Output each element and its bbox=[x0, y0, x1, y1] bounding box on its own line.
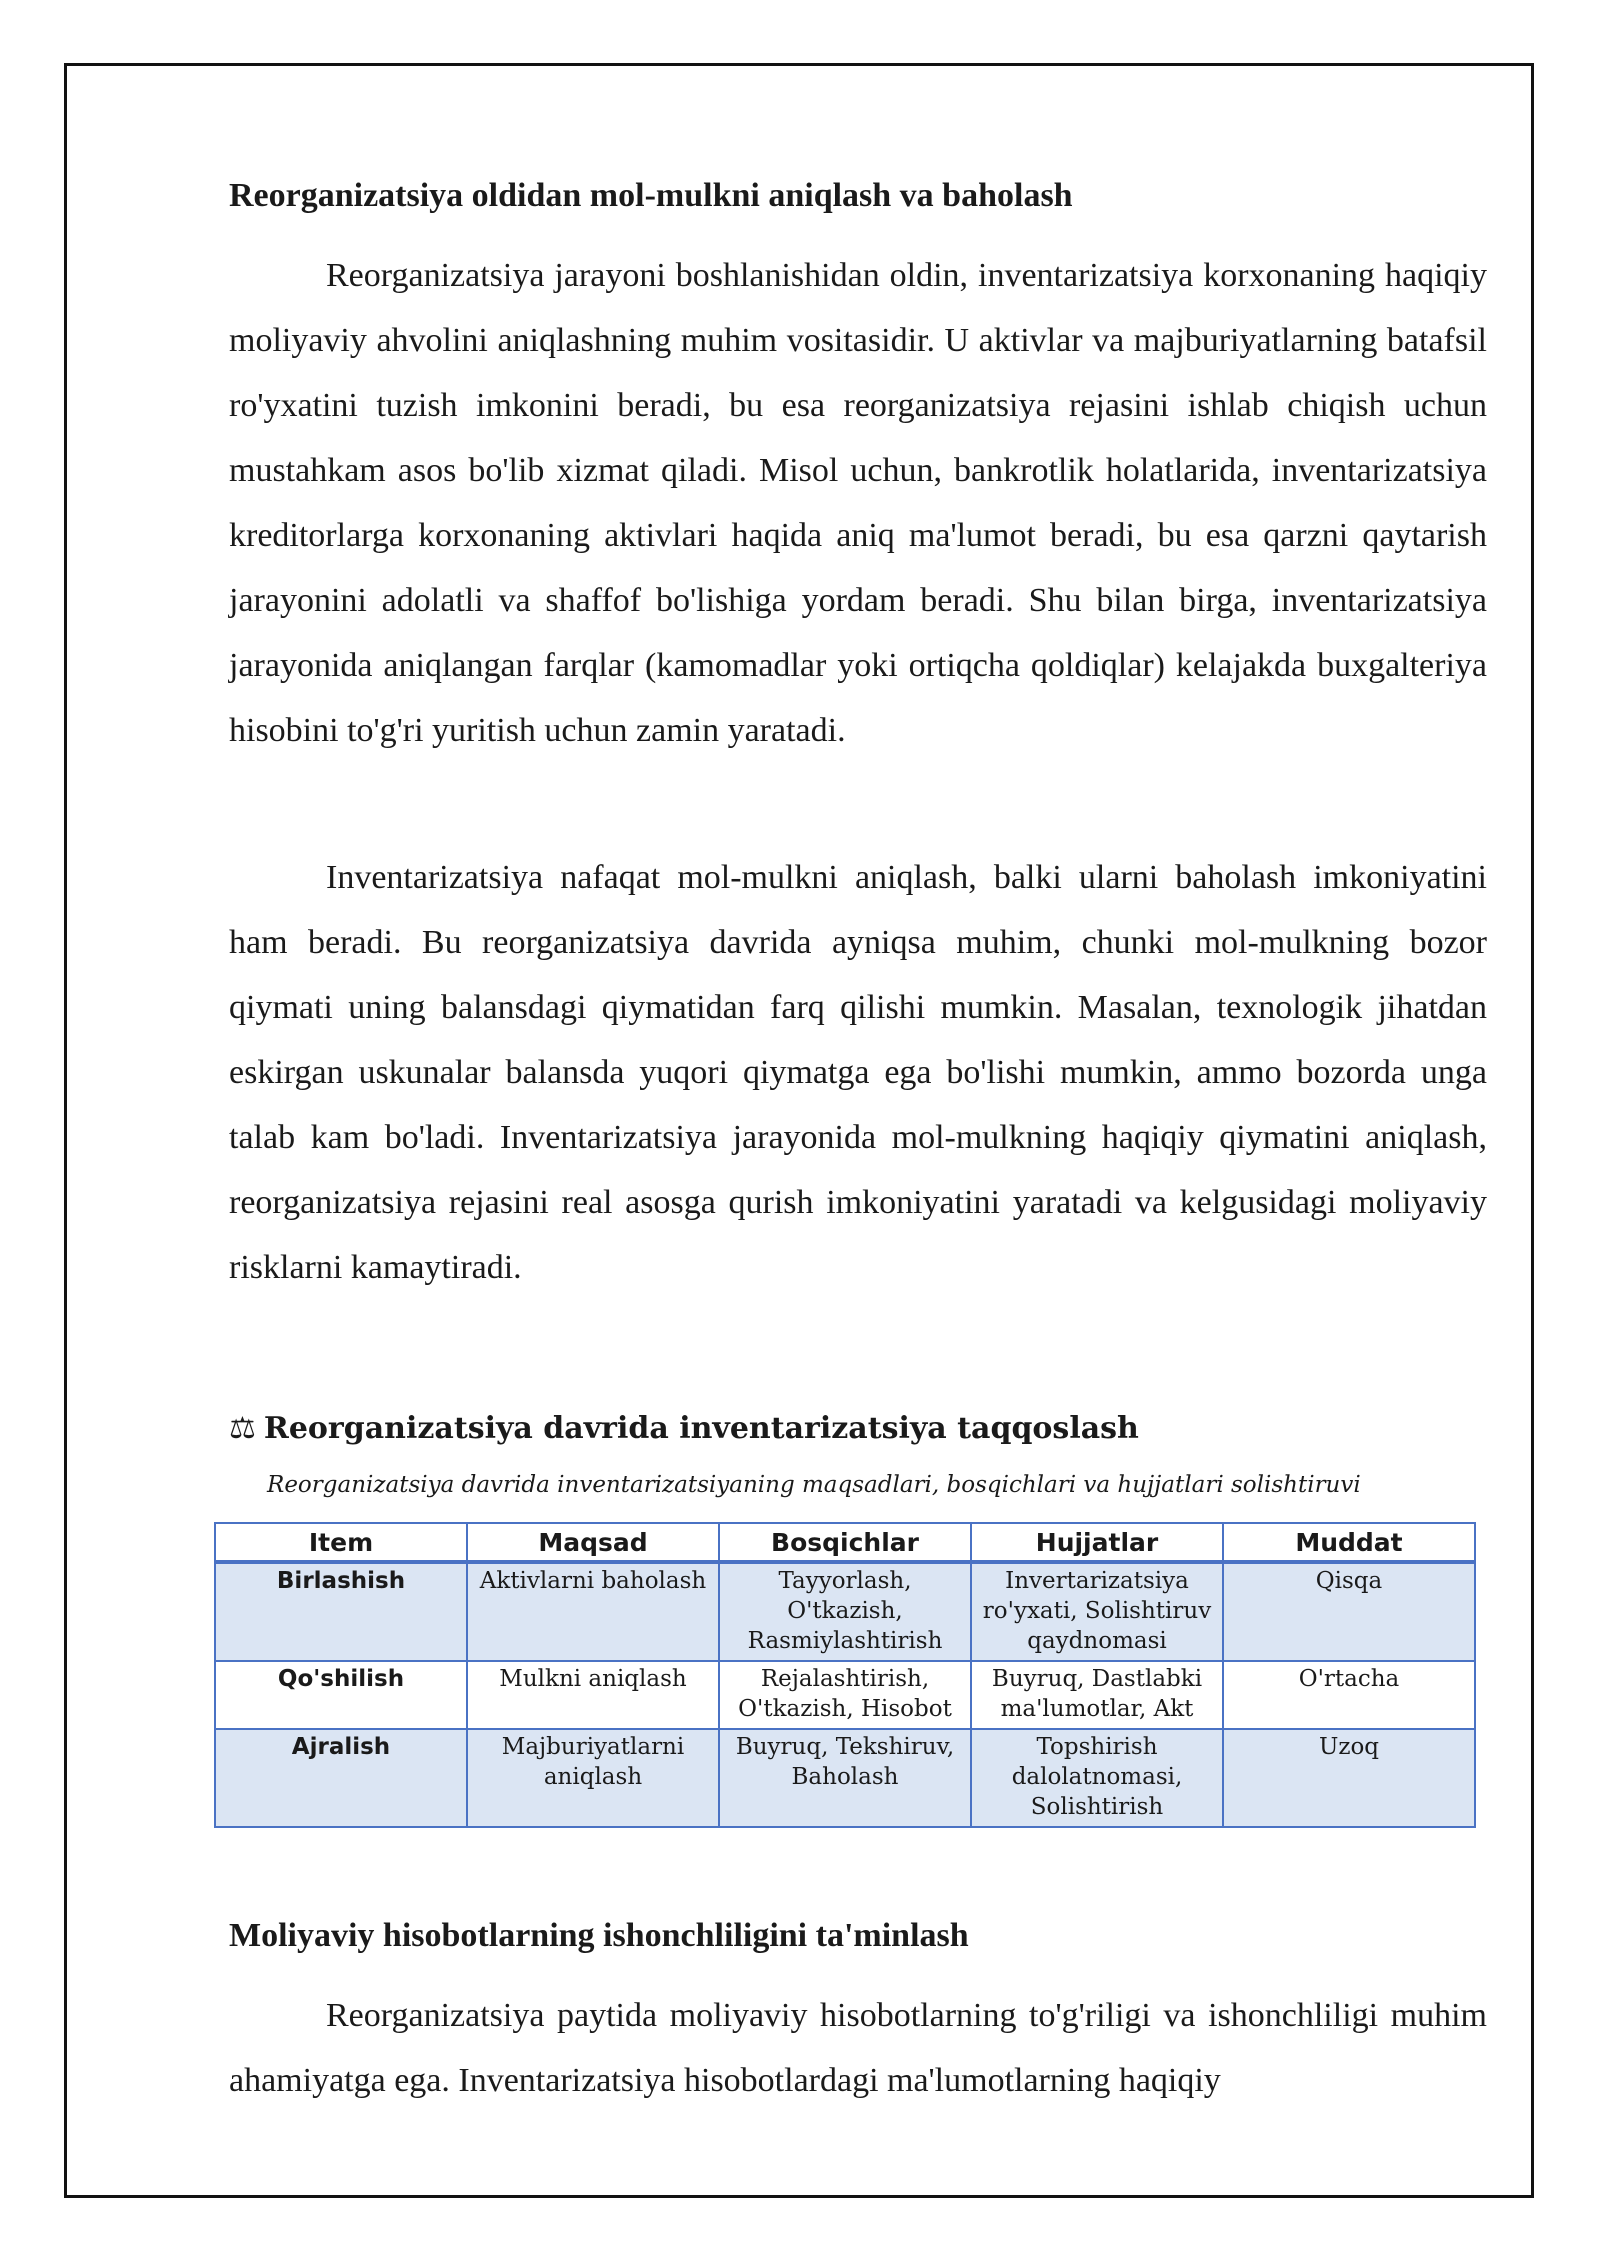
table-row bbox=[215, 1661, 1475, 1729]
table-cell: Buyruq, Tekshiruv, Baholash bbox=[719, 1729, 971, 1827]
section-heading-1: Reorganizatsiya oldidan mol-mulkni aniqlash va baholash bbox=[229, 177, 1073, 214]
section-heading-2: Moliyaviy hisobotlarning ishonchliligini ta'minlash bbox=[229, 1917, 969, 1954]
table-cell: Ajralish bbox=[215, 1729, 467, 1827]
table-cell: Qo'shilish bbox=[215, 1661, 467, 1729]
table-cell: Aktivlarni baholash bbox=[467, 1562, 719, 1661]
column-header: Bosqichlar bbox=[719, 1523, 971, 1562]
scale-icon: ⚖ bbox=[229, 1411, 256, 1446]
table-cell: O'rtacha bbox=[1223, 1661, 1475, 1729]
table-cell: Qisqa bbox=[1223, 1562, 1475, 1661]
table-row bbox=[215, 1562, 1475, 1661]
table-cell: Uzoq bbox=[1223, 1729, 1475, 1827]
table-cell: Birlashish bbox=[215, 1562, 467, 1661]
table-row bbox=[215, 1729, 1475, 1827]
table-cell: Tayyorlash, O'tkazish, Rasmiylashtirish bbox=[719, 1562, 971, 1661]
paragraph-1: Reorganizatsiya jarayoni boshlanishidan oldin, inventarizatsiya korxonaning haqiqiy moliyaviy ahvolini aniqlashning muhim vositasidir. U aktivlar va majburiyatlarning batafsil ro'yxatini tuzish imkonini beradi, bu esa reorganizatsiya rejasini ishlab chiqish uchun mustahkam asos bo'lib xizmat qiladi. Misol uchun, bankrotlik holatlarida, inventarizatsiya kreditorlarga korxonaning aktivlari haqida aniq ma'lumot beradi, bu esa qarzni qaytarish jarayonini adolatli va shaffof bo'lishiga yordam beradi. Shu bilan birga, inventarizatsiya jarayonida aniqlangan farqlar (kamomadlar yoki ortiqcha qoldiqlar) kelajakda buxgalteriya hisobini to'g'ri yuritish uchun zamin yaratadi. bbox=[229, 257, 1487, 749]
column-header: Muddat bbox=[1223, 1523, 1475, 1562]
table-cell: Rejalashtirish, O'tkazish, Hisobot bbox=[719, 1661, 971, 1729]
table-header-row bbox=[215, 1523, 1475, 1562]
table-caption: Reorganizatsiya davrida inventarizatsiyaning maqsadlari, bosqichlari va hujjatlari solishtiruvi bbox=[267, 1472, 1361, 1498]
table-cell: Buyruq, Dastlabki ma'lumotlar, Akt bbox=[971, 1661, 1223, 1729]
table-cell: Majburiyatlarni aniqlash bbox=[467, 1729, 719, 1827]
paragraph-2: Inventarizatsiya nafaqat mol-mulkni aniqlash, balki ularni baholash imkoniyatini ham beradi. Bu reorganizatsiya davrida ayniqsa muhim, chunki mol-mulkning bozor qiymati uning balansdagi qiymatidan farq qilishi mumkin. Masalan, texnologik jihatdan eskirgan uskunalar balansda yuqori qiymatga ega bo'lishi mumkin, ammo bozorda unga talab kam bo'ladi. Inventarizatsiya jarayonida mol-mulkning haqiqiy qiymatini aniqlash, reorganizatsiya rejasini real asosga qurish imkoniyatini yaratadi va kelgusidagi moliyaviy risklarni kamaytiradi. bbox=[229, 859, 1487, 1286]
table-cell: Invertarizatsiya ro'yxati, Solishtiruv qaydnomasi bbox=[971, 1562, 1223, 1661]
table-cell: Mulkni aniqlash bbox=[467, 1661, 719, 1729]
comparison-table bbox=[214, 1522, 1476, 1828]
column-header: Maqsad bbox=[467, 1523, 719, 1562]
table-title bbox=[229, 1411, 1139, 1447]
table-cell: Topshirish dalolatnomasi, Solishtirish bbox=[971, 1729, 1223, 1827]
column-header: Hujjatlar bbox=[971, 1523, 1223, 1562]
column-header: Item bbox=[215, 1523, 467, 1562]
paragraph-3: Reorganizatsiya paytida moliyaviy hisobotlarning to'g'riligi va ishonchliligi muhim ahamiyatga ega. Inventarizatsiya hisobotlardagi ma'lumotlarning haqiqiy bbox=[229, 1997, 1487, 2099]
table-title-text: Reorganizatsiya davrida inventarizatsiya taqqoslash bbox=[263, 1411, 1139, 1446]
